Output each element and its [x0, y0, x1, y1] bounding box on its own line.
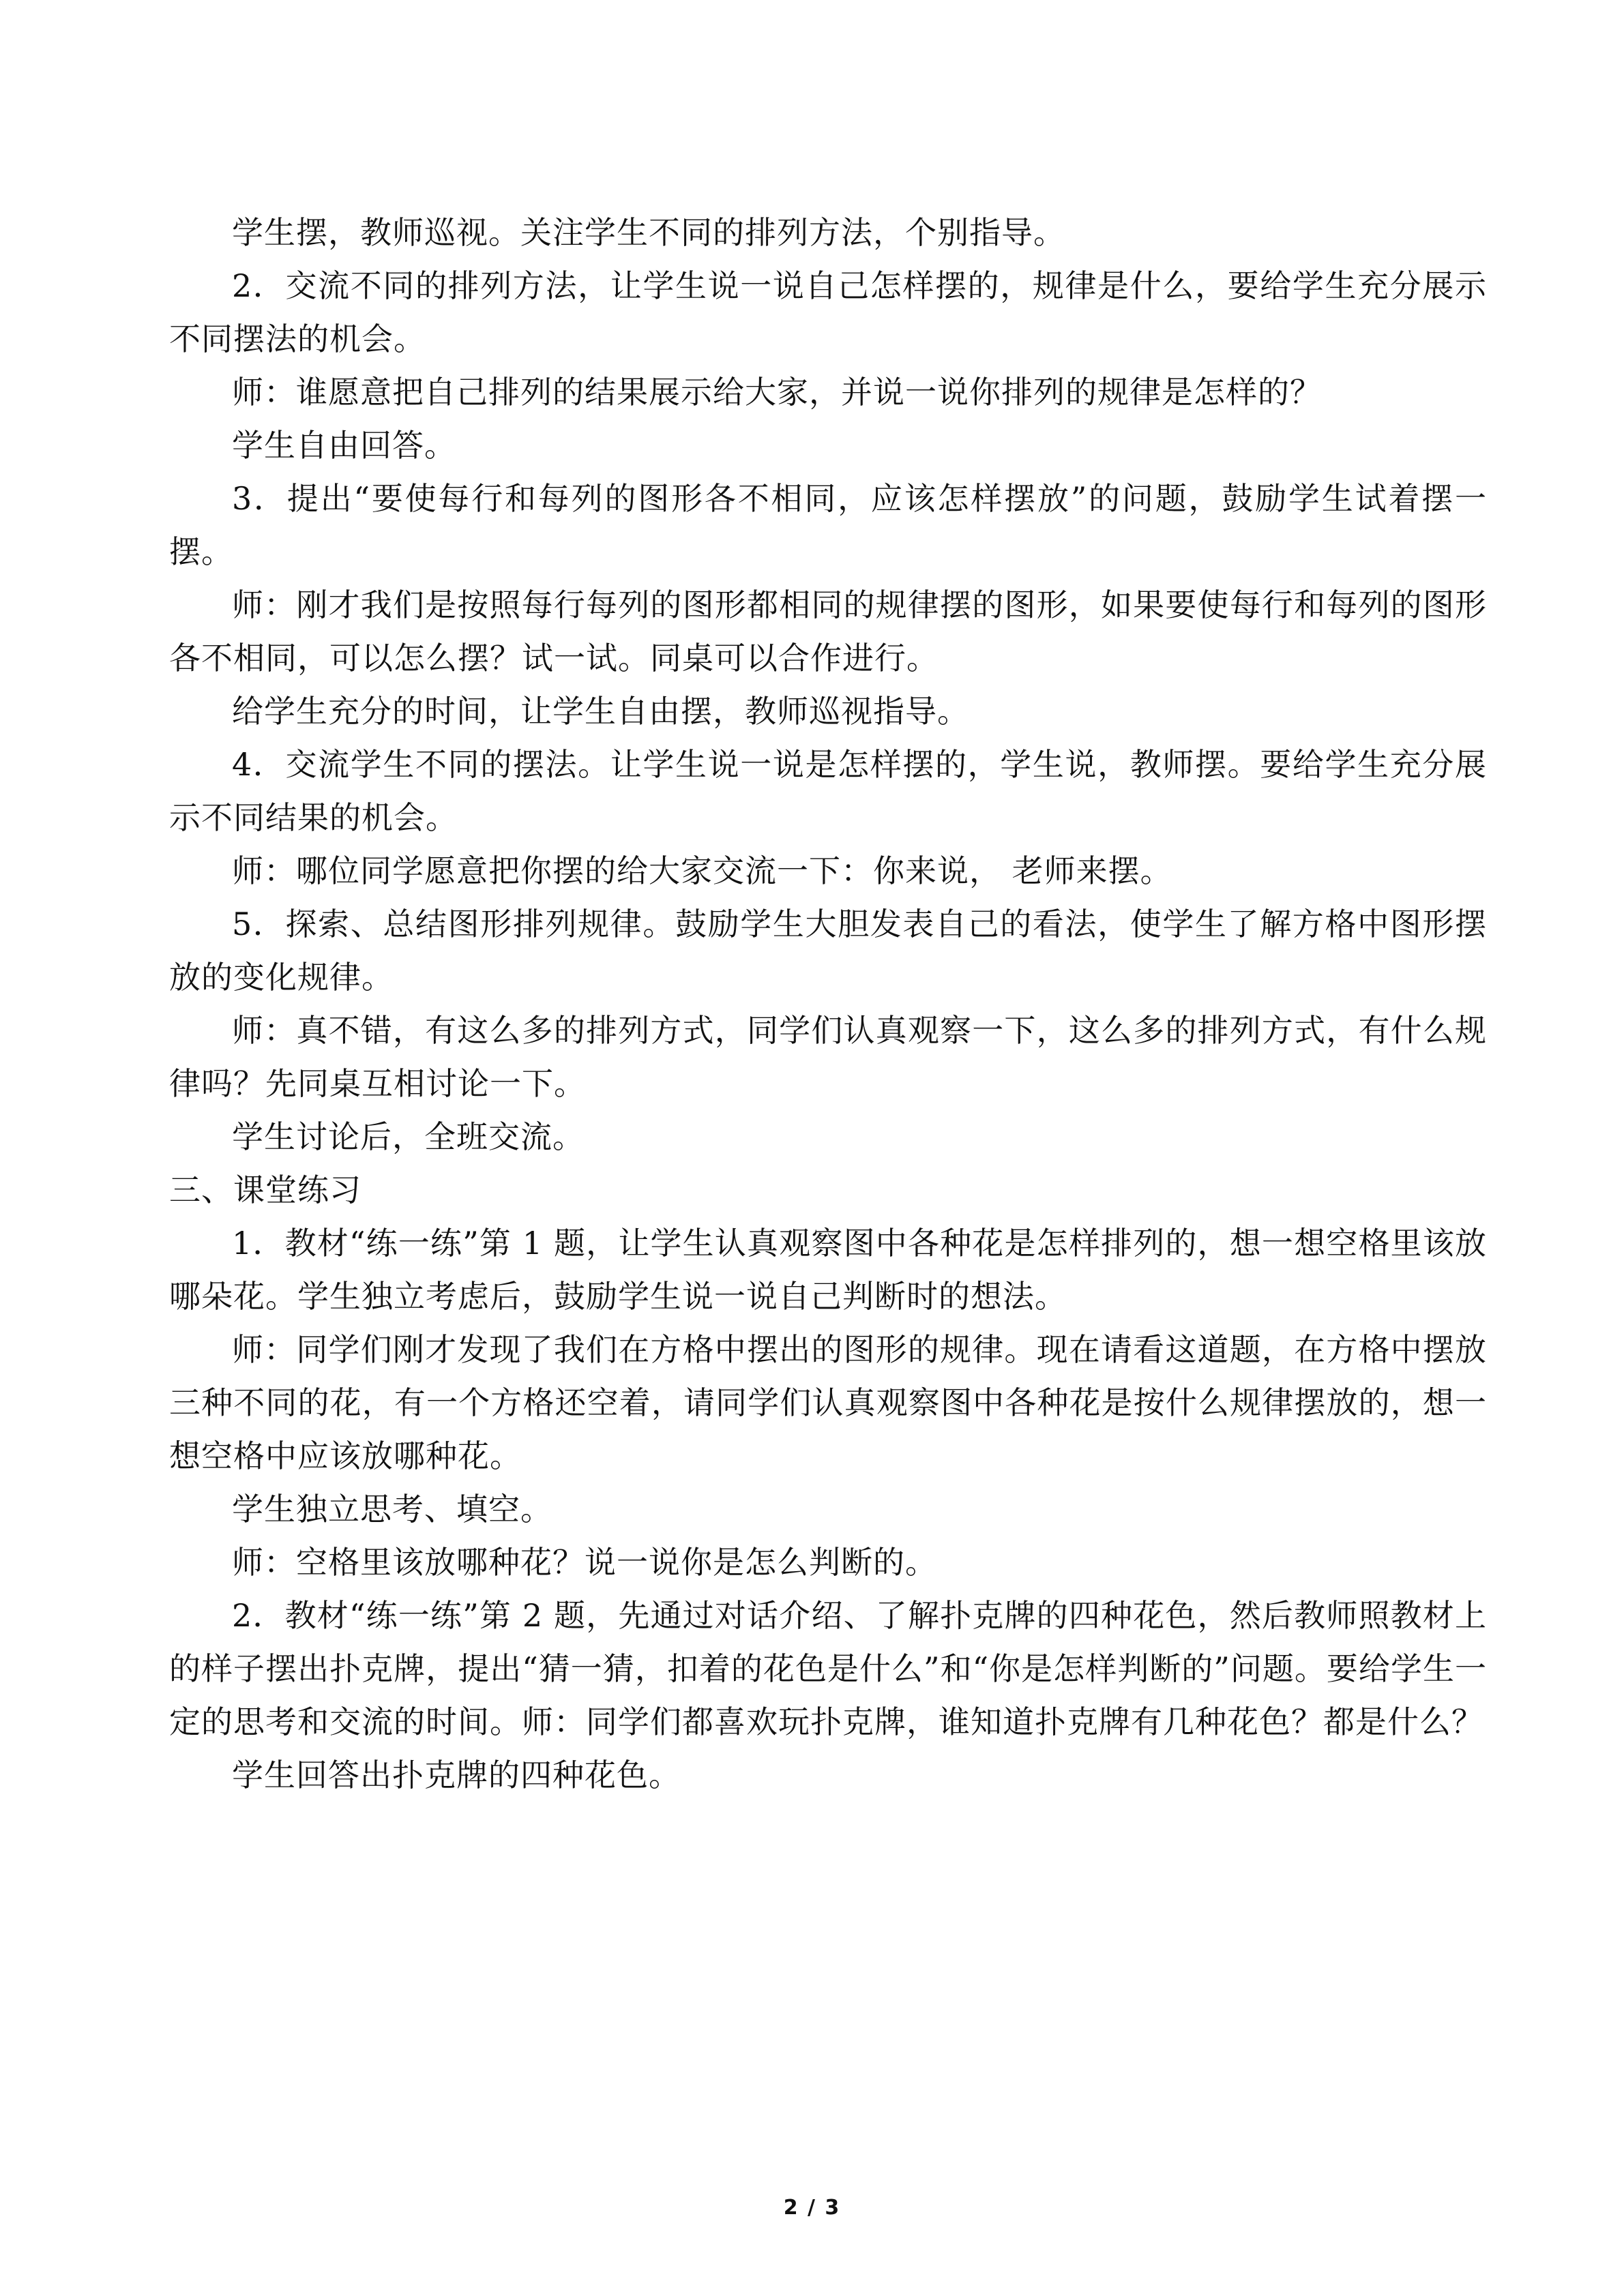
section-heading: 三、课堂练习 [169, 1172, 361, 1208]
document-body [169, 206, 1487, 1802]
paragraph-19: 学生回答出扑克牌的四种花色。 [232, 1757, 681, 1793]
paragraph-5: 3．提出“要使每行和每列的图形各不相同，应该怎样摆放”的问题，鼓励学生试着摆一摆。 [169, 480, 1487, 570]
paragraph-14: 1．教材“练一练”第 1 题，让学生认真观察图中各种花是怎样排列的，想一想空格里该放哪朵花。学生独立考虑后，鼓励学生说一说自己判断时的想法。 [169, 1225, 1487, 1315]
paragraph-1: 学生摆，教师巡视。关注学生不同的排列方法，个别指导。 [232, 214, 1065, 251]
paragraph-7: 给学生充分的时间，让学生自由摆，教师巡视指导。 [232, 693, 969, 730]
paragraph-18: 2．教材“练一练”第 2 题，先通过对话介绍、了解扑克牌的四种花色，然后教师照教材上的样子摆出扑克牌，提出“猜一猜，扣着的花色是什么”和“你是怎样判断的”问题。要给学生一定的思考和交流的时间。师：同学们都喜欢玩扑克牌，谁知道扑克牌有几种花色？都是什么？ [169, 1597, 1487, 1740]
paragraph-4: 学生自由回答。 [232, 427, 456, 464]
paragraph-12: 学生讨论后，全班交流。 [232, 1118, 585, 1155]
paragraph-9: 师：哪位同学愿意把你摆的给大家交流一下：你来说， 老师来摆。 [232, 852, 1172, 889]
paragraph-6: 师：刚才我们是按照每行每列的图形都相同的规律摆的图形，如果要使每行和每列的图形各不相同，可以怎么摆？试一试。同桌可以合作进行。 [169, 586, 1487, 676]
paragraph-3: 师：谁愿意把自己排列的结果展示给大家，并说一说你排列的规律是怎样的？ [232, 374, 1322, 411]
paragraph-2: 2．交流不同的排列方法，让学生说一说自己怎样摆的，规律是什么，要给学生充分展示不同摆法的机会。 [169, 267, 1487, 357]
paragraph-17: 师：空格里该放哪种花？说一说你是怎么判断的。 [232, 1544, 937, 1581]
paragraph-15: 师：同学们刚才发现了我们在方格中摆出的图形的规律。现在请看这道题，在方格中摆放三种不同的花，有一个方格还空着，请同学们认真观察图中各种花是按什么规律摆放的，想一想空格中应该放哪种花。 [169, 1331, 1487, 1474]
paragraph-11: 师：真不错，有这么多的排列方式，同学们认真观察一下，这么多的排列方式，有什么规律吗？先同桌互相讨论一下。 [169, 1012, 1487, 1102]
paragraph-10: 5．探索、总结图形排列规律。鼓励学生大胆发表自己的看法，使学生了解方格中图形摆放的变化规律。 [169, 906, 1487, 996]
page-number: 2 / 3 [783, 2196, 841, 2220]
paragraph-8: 4．交流学生不同的摆法。让学生说一说是怎样摆的，学生说，教师摆。要给学生充分展示不同结果的机会。 [169, 746, 1487, 836]
paragraph-16: 学生独立思考、填空。 [232, 1491, 552, 1527]
